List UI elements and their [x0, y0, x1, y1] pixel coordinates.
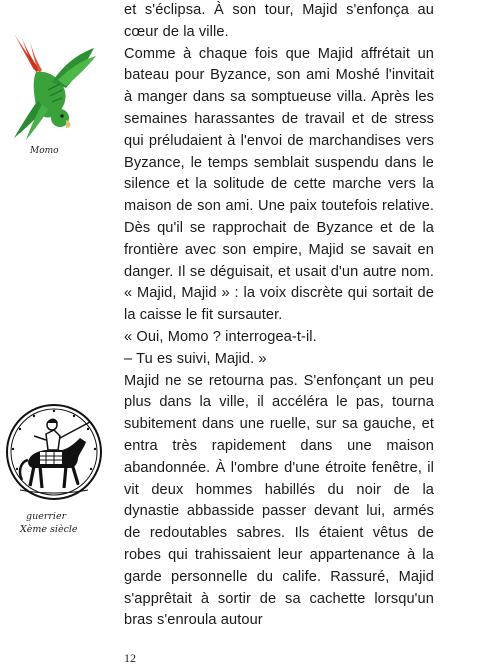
paragraph-2: Comme à chaque fois que Majid affrétait un bateau pour Byzance, son ami Moshé l'invitait à manger dans sa somptueuse villa. Après les semaines harassantes de travail et de stress qui préludaient à l'envoi de marchandises vers Byzance, le temps semblait suspendu dans le silence et la solitude de cette marche vers la maison de son ami. Une paix toutefois relative. Dès qu'il se rapprochait de Byzance et de la frontière avec son empire, Majid se savait en danger. Il se déguisait, et usait d'un autre nom. « Majid, Majid » : la voix discrète qui sortait de la caisse le fit sursauter. — [124, 45, 434, 324]
warrior-caption-line1: guerrier — [26, 511, 67, 522]
warrior-medallion-illustration — [4, 402, 104, 502]
dialogue-line-2: – Tu es suivi, Majid. » — [124, 350, 267, 367]
page-number: 12 — [124, 651, 136, 665]
parrot-caption: Momo — [30, 146, 59, 156]
parrot-illustration — [8, 30, 100, 142]
paragraph-1: et s'éclipsa. À son tour, Majid s'enfonça au cœur de la ville. — [124, 2, 434, 40]
warrior-caption-line2: Xème siècle — [20, 524, 78, 535]
warrior-caption — [20, 510, 78, 536]
paragraph-3: Majid ne se retourna pas. S'enfonçant un peu plus dans la ville, il accéléra le pas, tourna subitement dans une ruelle, sur sa gauche, et entra très rapidement dans une maison abandonnée. À l'ombre d'une étroite fenêtre, il vit deux hommes habillés du noir de la dynastie abbasside passer devant lui, armés de redoutables sabres. Ils étaient vêtus de robes qui trahissaient leur appartenance à la garde personnelle du calife. Rassuré, Majid s'apprêtait à sortir de sa cachette lorsqu'un bras s'enroula autour — [124, 372, 434, 629]
body-text — [124, 0, 434, 632]
dialogue-line-1: « Oui, Momo ? interrogea-t-il. — [124, 328, 317, 345]
